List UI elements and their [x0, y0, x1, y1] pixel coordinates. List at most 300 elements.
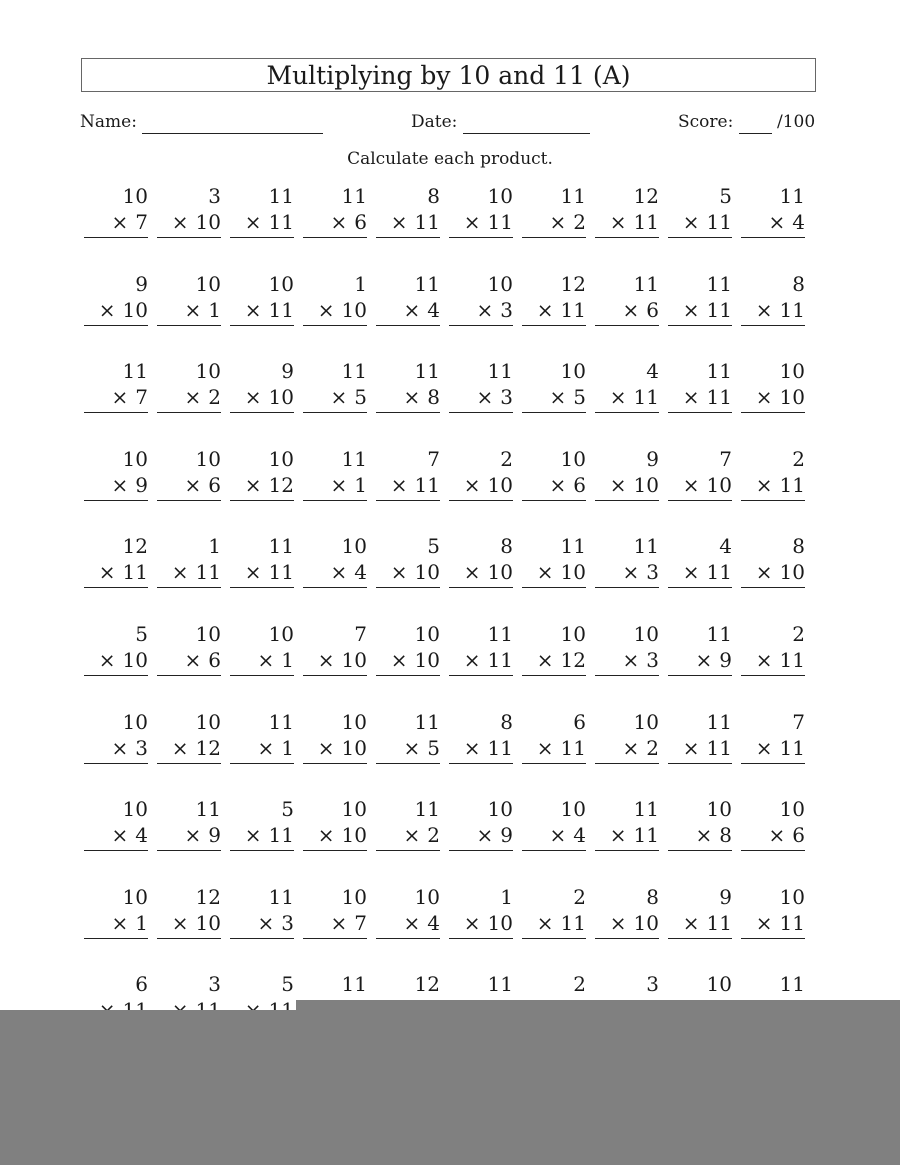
times-sign: ×	[403, 385, 421, 409]
multiplicand: 1	[208, 534, 221, 558]
multiplier: 4	[427, 911, 440, 935]
problem	[741, 449, 805, 501]
times-sign: ×	[463, 648, 481, 672]
problem	[376, 799, 440, 851]
multiplicand: 11	[414, 272, 440, 296]
multiplier-line	[522, 475, 586, 501]
multiplier: 10	[779, 385, 805, 409]
multiplicand: 10	[195, 272, 221, 296]
times-sign: ×	[330, 911, 348, 935]
times-sign: ×	[244, 823, 262, 847]
multiplicand: 10	[633, 622, 659, 646]
multiplier-line	[668, 562, 732, 588]
multiplier: 11	[560, 736, 586, 760]
multiplier-line	[595, 387, 659, 413]
multiplier: 10	[779, 560, 805, 584]
multiplier-line	[84, 913, 148, 939]
problem	[522, 186, 586, 238]
multiplier-line	[84, 212, 148, 238]
multiplicand: 11	[779, 184, 805, 208]
multiplier-line	[376, 387, 440, 413]
multiplicand: 5	[427, 534, 440, 558]
times-sign: ×	[682, 911, 700, 935]
multiplier: 10	[341, 823, 367, 847]
problem	[84, 624, 148, 676]
multiplier-line	[230, 825, 294, 851]
problem	[303, 536, 367, 588]
problem	[303, 186, 367, 238]
multiplicand: 5	[281, 972, 294, 996]
multiplier-line	[157, 300, 221, 326]
times-sign: ×	[184, 473, 202, 497]
multiplicand: 3	[208, 184, 221, 208]
multiplicand: 10	[414, 622, 440, 646]
times-sign: ×	[257, 736, 275, 760]
problem	[522, 799, 586, 851]
multiplier-line	[522, 300, 586, 326]
times-sign: ×	[476, 823, 494, 847]
times-sign: ×	[622, 298, 640, 322]
multiplicand: 11	[560, 534, 586, 558]
problem	[157, 624, 221, 676]
multiplier: 11	[779, 911, 805, 935]
multiplier: 4	[573, 823, 586, 847]
times-sign: ×	[682, 560, 700, 584]
multiplier-line	[230, 650, 294, 676]
problem	[376, 624, 440, 676]
multiplier: 10	[633, 911, 659, 935]
times-sign: ×	[463, 473, 481, 497]
multiplier-line	[668, 212, 732, 238]
multiplier-line	[668, 387, 732, 413]
times-sign: ×	[403, 736, 421, 760]
problem	[230, 449, 294, 501]
problem	[84, 536, 148, 588]
multiplier-line	[595, 650, 659, 676]
multiplicand: 11	[122, 359, 148, 383]
problem	[230, 887, 294, 939]
problem	[741, 274, 805, 326]
multiplicand: 11	[487, 622, 513, 646]
multiplicand: 11	[487, 972, 513, 996]
problem	[595, 274, 659, 326]
multiplier-line	[230, 562, 294, 588]
multiplicand: 10	[195, 710, 221, 734]
multiplicand: 2	[573, 972, 586, 996]
multiplier-line	[230, 300, 294, 326]
problem	[157, 449, 221, 501]
multiplicand: 4	[719, 534, 732, 558]
multiplier-line	[157, 825, 221, 851]
multiplier: 11	[779, 736, 805, 760]
multiplier: 1	[281, 736, 294, 760]
multiplier: 11	[706, 911, 732, 935]
multiplier: 6	[792, 823, 805, 847]
problem	[157, 536, 221, 588]
multiplicand: 10	[706, 972, 732, 996]
multiplier: 10	[706, 473, 732, 497]
times-sign: ×	[390, 473, 408, 497]
problem	[668, 974, 732, 1000]
times-sign: ×	[463, 911, 481, 935]
multiplier: 4	[427, 298, 440, 322]
multiplier: 10	[414, 648, 440, 672]
times-sign: ×	[463, 560, 481, 584]
multiplier: 10	[487, 911, 513, 935]
multiplicand: 10	[487, 797, 513, 821]
multiplier-line	[230, 475, 294, 501]
problem	[84, 449, 148, 501]
multiplier: 11	[633, 210, 659, 234]
times-sign: ×	[257, 911, 275, 935]
multiplier: 11	[195, 560, 221, 584]
multiplicand: 11	[633, 534, 659, 558]
problem	[376, 274, 440, 326]
times-sign: ×	[317, 298, 335, 322]
times-sign: ×	[111, 736, 129, 760]
multiplicand: 2	[792, 622, 805, 646]
multiplier: 10	[341, 736, 367, 760]
multiplier: 5	[427, 736, 440, 760]
multiplier: 9	[208, 823, 221, 847]
multiplicand: 10	[341, 710, 367, 734]
multiplicand: 10	[122, 710, 148, 734]
multiplier: 11	[487, 736, 513, 760]
multiplier: 11	[268, 210, 294, 234]
times-sign: ×	[317, 823, 335, 847]
multiplier-line	[449, 738, 513, 764]
multiplicand: 11	[268, 534, 294, 558]
problem	[230, 624, 294, 676]
multiplier-line	[668, 300, 732, 326]
score-blank[interactable]	[739, 133, 772, 134]
multiplier-line	[522, 650, 586, 676]
multiplier-line	[449, 212, 513, 238]
times-sign: ×	[768, 823, 786, 847]
multiplier: 10	[487, 560, 513, 584]
multiplicand: 10	[341, 534, 367, 558]
problem	[668, 799, 732, 851]
times-sign: ×	[695, 648, 713, 672]
problem	[376, 887, 440, 939]
gray-overlay	[0, 1010, 900, 1165]
multiplicand: 9	[135, 272, 148, 296]
multiplier-line	[522, 913, 586, 939]
multiplier: 6	[208, 473, 221, 497]
multiplier: 10	[122, 648, 148, 672]
problem	[157, 361, 221, 413]
multiplier-line	[595, 212, 659, 238]
multiplier-line	[668, 825, 732, 851]
multiplier-line	[303, 212, 367, 238]
multiplicand: 10	[414, 885, 440, 909]
multiplicand: 12	[122, 534, 148, 558]
multiplier: 3	[500, 298, 513, 322]
multiplier: 2	[646, 736, 659, 760]
multiplier: 5	[573, 385, 586, 409]
name-blank[interactable]	[142, 133, 323, 134]
multiplier: 3	[135, 736, 148, 760]
multiplier: 3	[500, 385, 513, 409]
multiplier: 5	[354, 385, 367, 409]
multiplier-line	[595, 738, 659, 764]
times-sign: ×	[403, 911, 421, 935]
multiplier: 11	[560, 298, 586, 322]
times-sign: ×	[549, 473, 567, 497]
problem	[595, 712, 659, 764]
problem	[449, 799, 513, 851]
problem	[595, 799, 659, 851]
times-sign: ×	[755, 560, 773, 584]
multiplicand: 10	[122, 184, 148, 208]
score-total: /100	[777, 112, 816, 132]
times-sign: ×	[622, 560, 640, 584]
problem	[303, 361, 367, 413]
multiplier: 10	[195, 210, 221, 234]
problem	[376, 449, 440, 501]
multiplier: 8	[427, 385, 440, 409]
times-sign: ×	[330, 210, 348, 234]
multiplicand: 7	[354, 622, 367, 646]
multiplier-line	[595, 913, 659, 939]
multiplier: 9	[500, 823, 513, 847]
multiplier: 2	[427, 823, 440, 847]
times-sign: ×	[536, 560, 554, 584]
multiplicand: 10	[122, 885, 148, 909]
multiplier: 3	[646, 560, 659, 584]
multiplier-line	[449, 825, 513, 851]
multiplier-line	[595, 825, 659, 851]
problem	[230, 799, 294, 851]
multiplier: 11	[268, 560, 294, 584]
multiplier-line	[522, 387, 586, 413]
multiplier: 1	[281, 648, 294, 672]
multiplicand: 11	[341, 447, 367, 471]
multiplicand: 3	[646, 972, 659, 996]
times-sign: ×	[682, 473, 700, 497]
score-label: Score:	[678, 112, 734, 132]
multiplier-line	[741, 738, 805, 764]
times-sign: ×	[171, 210, 189, 234]
problem	[668, 536, 732, 588]
problem	[522, 274, 586, 326]
date-blank[interactable]	[463, 133, 590, 134]
times-sign: ×	[330, 385, 348, 409]
multiplier-line	[230, 738, 294, 764]
problem	[376, 712, 440, 764]
multiplicand: 11	[268, 885, 294, 909]
multiplicand: 11	[341, 972, 367, 996]
multiplier: 11	[706, 736, 732, 760]
multiplicand: 10	[706, 797, 732, 821]
multiplicand: 2	[500, 447, 513, 471]
multiplier: 10	[268, 385, 294, 409]
multiplicand: 11	[268, 710, 294, 734]
multiplier-line	[522, 825, 586, 851]
problem	[741, 361, 805, 413]
problem	[157, 799, 221, 851]
multiplicand: 10	[779, 797, 805, 821]
multiplier-line	[84, 825, 148, 851]
problem	[595, 186, 659, 238]
times-sign: ×	[536, 911, 554, 935]
multiplier-line	[376, 475, 440, 501]
times-sign: ×	[184, 648, 202, 672]
multiplier-line	[84, 650, 148, 676]
multiplier: 11	[633, 823, 659, 847]
problem	[376, 974, 440, 1000]
multiplier-line	[157, 650, 221, 676]
multiplicand: 8	[427, 184, 440, 208]
multiplier: 11	[268, 298, 294, 322]
multiplicand: 5	[135, 622, 148, 646]
multiplier-line	[741, 562, 805, 588]
problem	[376, 361, 440, 413]
multiplicand: 11	[341, 184, 367, 208]
times-sign: ×	[244, 210, 262, 234]
problem	[668, 186, 732, 238]
multiplicand: 10	[268, 447, 294, 471]
times-sign: ×	[682, 385, 700, 409]
problem	[449, 624, 513, 676]
multiplier-line	[522, 212, 586, 238]
multiplier: 12	[195, 736, 221, 760]
times-sign: ×	[609, 210, 627, 234]
times-sign: ×	[609, 911, 627, 935]
multiplier-line	[741, 825, 805, 851]
problem	[668, 624, 732, 676]
times-sign: ×	[184, 298, 202, 322]
multiplier: 2	[573, 210, 586, 234]
multiplier: 6	[208, 648, 221, 672]
multiplier-line	[303, 825, 367, 851]
multiplier-line	[668, 650, 732, 676]
multiplicand: 8	[500, 534, 513, 558]
multiplier-line	[303, 387, 367, 413]
problem	[84, 186, 148, 238]
multiplier: 7	[354, 911, 367, 935]
multiplicand: 11	[268, 184, 294, 208]
multiplicand: 6	[135, 972, 148, 996]
times-sign: ×	[171, 911, 189, 935]
problem	[668, 274, 732, 326]
multiplier: 10	[341, 298, 367, 322]
problem	[595, 624, 659, 676]
problem	[741, 799, 805, 851]
multiplier-line	[84, 562, 148, 588]
problem	[376, 536, 440, 588]
multiplier: 7	[135, 210, 148, 234]
times-sign: ×	[98, 298, 116, 322]
multiplicand: 10	[779, 885, 805, 909]
problem	[522, 974, 586, 1000]
gray-overlay-top	[296, 1000, 900, 1012]
problem	[84, 887, 148, 939]
times-sign: ×	[98, 648, 116, 672]
multiplier: 11	[779, 648, 805, 672]
multiplier-line	[230, 387, 294, 413]
problem	[449, 274, 513, 326]
multiplier: 11	[633, 385, 659, 409]
multiplier: 11	[706, 385, 732, 409]
problem	[522, 361, 586, 413]
times-sign: ×	[755, 298, 773, 322]
multiplier-line	[449, 913, 513, 939]
times-sign: ×	[390, 210, 408, 234]
multiplier-line	[84, 738, 148, 764]
name-label: Name:	[80, 112, 137, 132]
times-sign: ×	[755, 648, 773, 672]
times-sign: ×	[682, 210, 700, 234]
multiplicand: 12	[560, 272, 586, 296]
multiplier-line	[84, 475, 148, 501]
multiplicand: 11	[414, 359, 440, 383]
times-sign: ×	[476, 298, 494, 322]
multiplicand: 10	[487, 184, 513, 208]
times-sign: ×	[549, 385, 567, 409]
multiplicand: 1	[500, 885, 513, 909]
multiplicand: 11	[706, 272, 732, 296]
multiplicand: 8	[500, 710, 513, 734]
times-sign: ×	[609, 473, 627, 497]
times-sign: ×	[111, 823, 129, 847]
multiplier: 11	[779, 298, 805, 322]
multiplicand: 10	[195, 359, 221, 383]
problem	[303, 799, 367, 851]
multiplicand: 9	[719, 885, 732, 909]
multiplier-line	[595, 562, 659, 588]
multiplier-line	[522, 562, 586, 588]
problem	[303, 449, 367, 501]
problem	[449, 361, 513, 413]
times-sign: ×	[184, 385, 202, 409]
times-sign: ×	[463, 736, 481, 760]
multiplier-line	[741, 300, 805, 326]
problem	[668, 712, 732, 764]
multiplicand: 3	[208, 972, 221, 996]
times-sign: ×	[768, 210, 786, 234]
multiplier-line	[303, 300, 367, 326]
multiplier: 10	[633, 473, 659, 497]
problem	[741, 536, 805, 588]
problem	[522, 536, 586, 588]
multiplier: 12	[268, 473, 294, 497]
problem	[668, 887, 732, 939]
multiplier-line	[376, 825, 440, 851]
multiplicand: 11	[414, 797, 440, 821]
multiplier-line	[741, 387, 805, 413]
multiplier-line	[376, 300, 440, 326]
multiplier: 1	[208, 298, 221, 322]
problem	[230, 536, 294, 588]
times-sign: ×	[476, 385, 494, 409]
multiplicand: 8	[792, 272, 805, 296]
problem	[303, 712, 367, 764]
problem	[522, 712, 586, 764]
multiplier: 10	[341, 648, 367, 672]
times-sign: ×	[755, 911, 773, 935]
problem	[741, 186, 805, 238]
multiplier-line	[449, 475, 513, 501]
times-sign: ×	[111, 473, 129, 497]
multiplier-line	[449, 562, 513, 588]
multiplier-line	[303, 475, 367, 501]
multiplier: 7	[135, 385, 148, 409]
multiplier: 11	[706, 298, 732, 322]
multiplicand: 10	[268, 622, 294, 646]
multiplicand: 11	[706, 710, 732, 734]
multiplicand: 11	[195, 797, 221, 821]
